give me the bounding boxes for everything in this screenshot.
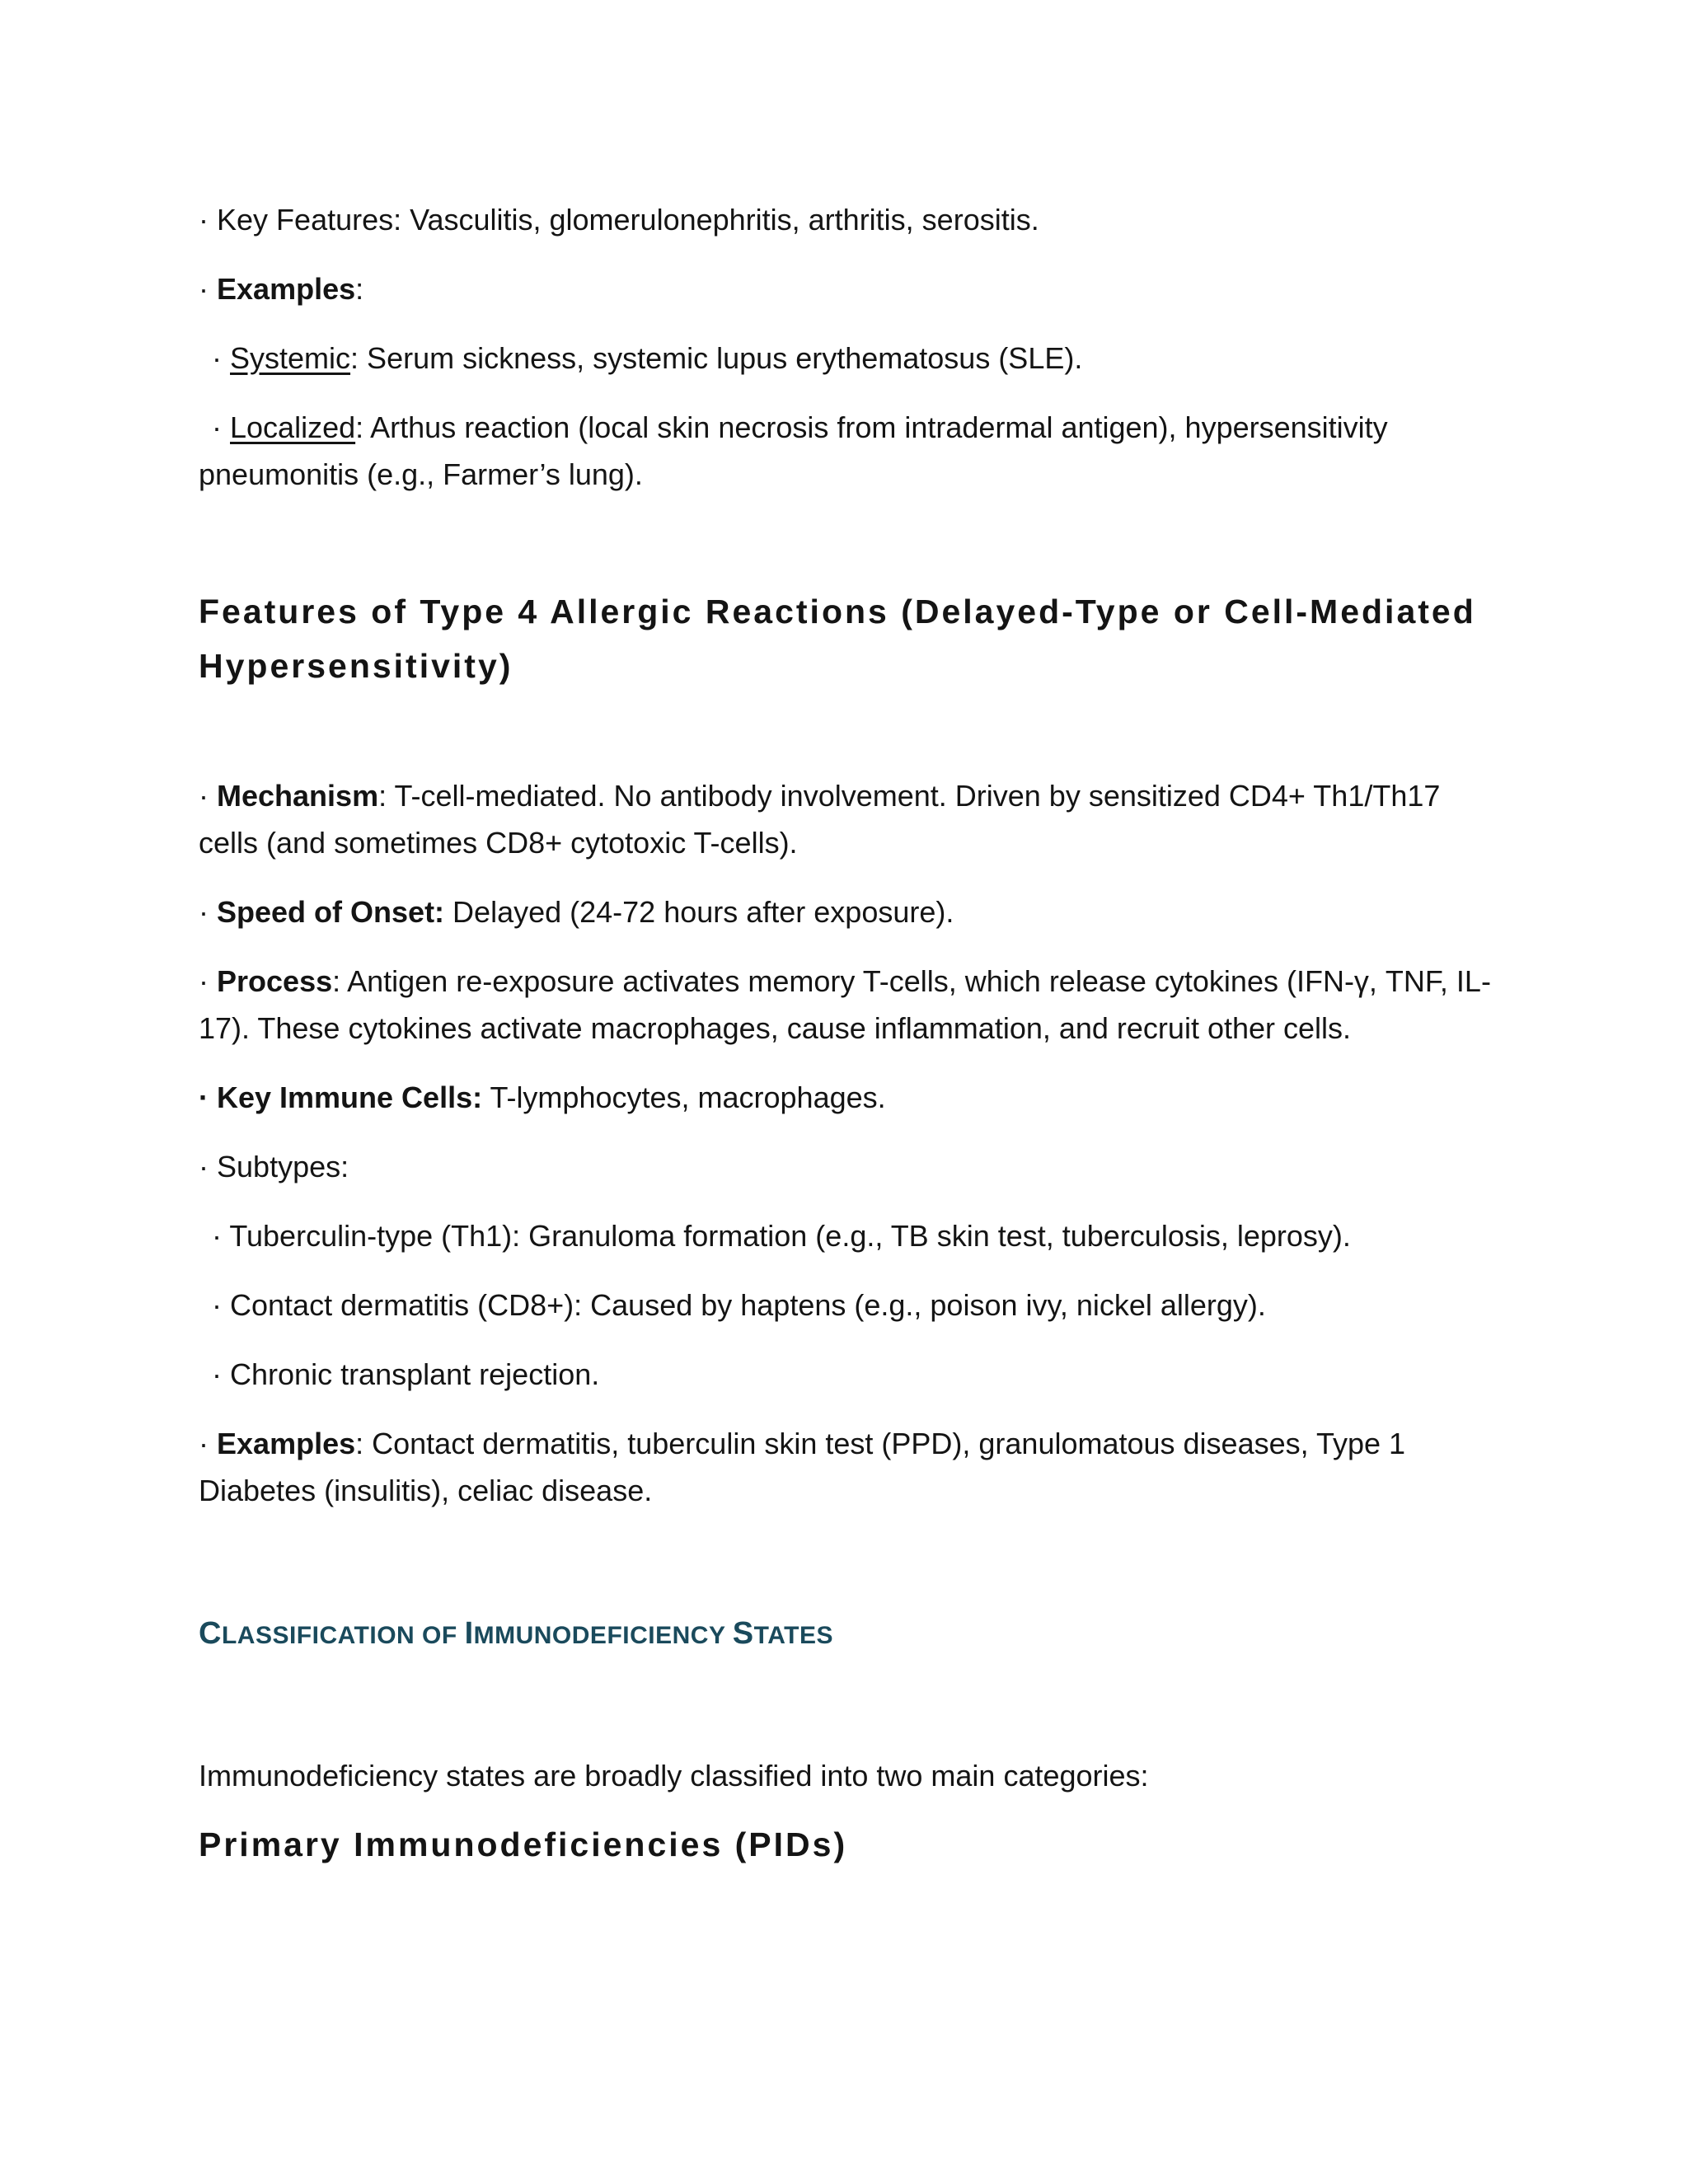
mechanism-line <box>199 772 1501 866</box>
key-cells-label: · Key Immune Cells: <box>199 1080 483 1114</box>
subtypes-label: Subtypes: <box>217 1150 349 1183</box>
subtype-item <box>199 1282 1501 1329</box>
key-cells-text: T-lymphocytes, macrophages. <box>482 1080 886 1114</box>
type4-examples-line <box>199 1420 1501 1514</box>
process-label: Process <box>217 964 333 998</box>
bullet: · <box>212 1219 222 1253</box>
immunodeficiency-intro: Immunodeficiency states are broadly classified into two main categories: <box>199 1759 1149 1793</box>
heading-smallcaps: MMUNODEFICIENCY <box>473 1622 733 1649</box>
process-line <box>199 958 1501 1052</box>
speed-line <box>199 888 1501 935</box>
process-text: : Antigen re-exposure activates memory T-cells, which release cytokines (IFN-γ, TNF, IL-17). These cytokines activate macrophages, cause inflammation, and recruit other cells. <box>199 964 1491 1045</box>
subtype-text: Chronic transplant rejection. <box>230 1357 600 1391</box>
subtype-item <box>199 1351 1501 1398</box>
localized-text: : Arthus reaction (local skin necrosis from intradermal antigen), hypersensitivity pneumonitis (e.g., Farmer’s lung). <box>199 410 1388 491</box>
subtype-text: Contact dermatitis (CD8+): Caused by haptens (e.g., poison ivy, nickel allergy). <box>230 1288 1266 1322</box>
immunodeficiency-heading <box>199 1610 1501 1659</box>
document-page <box>199 196 1501 1872</box>
key-features-text: Key Features: Vasculitis, glomerulonephritis, arthritis, serositis. <box>217 203 1039 237</box>
systemic-line <box>199 335 1501 382</box>
localized-label: Localized <box>230 410 356 444</box>
bullet: · <box>199 1427 209 1460</box>
heading-cap: S <box>732 1616 754 1651</box>
heading-cap: I <box>464 1616 474 1651</box>
heading-smallcaps: LASSIFICATION OF <box>221 1622 465 1649</box>
type4-heading: Features of Type 4 Allergic Reactions (Delayed-Type or Cell-Mediated Hypersensitivity) <box>199 593 1476 685</box>
heading-smallcaps: TATES <box>753 1622 833 1649</box>
primary-immunodeficiencies-heading: Primary Immunodeficiencies (PIDs) <box>199 1825 848 1863</box>
systemic-text: : Serum sickness, systemic lupus erythematosus (SLE). <box>350 341 1083 375</box>
heading-cap: C <box>199 1616 222 1651</box>
mechanism-text: : T-cell-mediated. No antibody involvement. Driven by sensitized CD4+ Th1/Th17 cells (and sometimes CD8+ cytotoxic T-cells). <box>199 779 1441 860</box>
examples-line: · Examples: <box>199 272 364 306</box>
key-cells-line <box>199 1074 1501 1121</box>
bullet: · <box>199 1150 209 1183</box>
bullet: · <box>212 410 222 444</box>
mechanism-label: Mechanism <box>217 779 379 813</box>
speed-text: Delayed (24-72 hours after exposure). <box>444 895 954 929</box>
subtype-text: Tuberculin-type (Th1): Granuloma formation (e.g., TB skin test, tuberculosis, leprosy). <box>229 1219 1351 1253</box>
subtype-item <box>199 1212 1501 1259</box>
systemic-label: Systemic <box>230 341 351 375</box>
bullet: · <box>212 341 222 375</box>
bullet: · <box>199 779 209 813</box>
bullet: · <box>199 272 209 306</box>
speed-label: Speed of Onset: <box>217 895 445 929</box>
subtypes-line <box>199 1143 1501 1190</box>
type4-examples-text: : Contact dermatitis, tuberculin skin test (PPD), granulomatous diseases, Type 1 Diabetes (insulitis), celiac disease. <box>199 1427 1406 1507</box>
bullet: · <box>199 203 209 237</box>
bullet: · <box>212 1357 222 1391</box>
key-features-line <box>199 196 1501 243</box>
type4-examples-label: Examples <box>217 1427 356 1460</box>
bullet: · <box>199 964 209 998</box>
examples-label: Examples <box>217 272 356 306</box>
bullet: · <box>199 895 209 929</box>
bullet: · <box>212 1288 222 1322</box>
localized-line <box>199 404 1501 498</box>
